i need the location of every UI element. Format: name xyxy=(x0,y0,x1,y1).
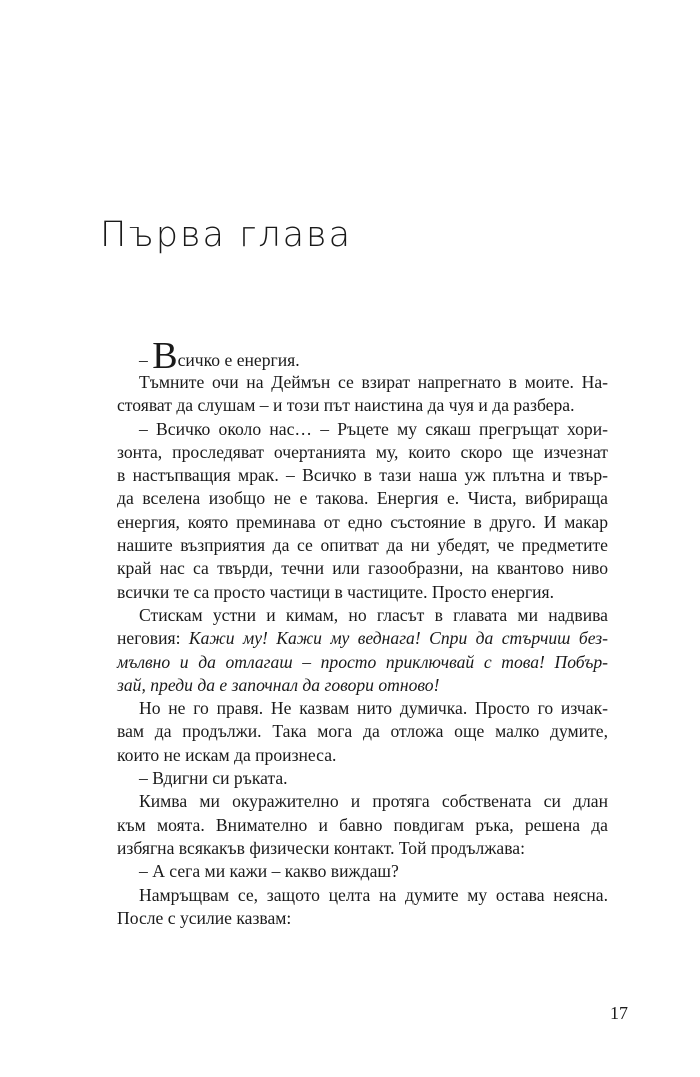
line: Тъмните очи на Деймън се взират напрегнато в моите. На- xyxy=(139,372,608,392)
page-number: 17 xyxy=(610,1003,628,1023)
italic-text: Кажи му! Кажи му веднага! Спри да стърчиш без- xyxy=(188,628,608,649)
line: – Всичко около нас… – Ръцете му сякаш прегръщат хори- xyxy=(139,418,608,439)
line: Стискам устни и кимам, но гласът в главата ми надвива xyxy=(139,604,608,625)
line: – А сега ми кажи – какво виждаш? xyxy=(139,861,399,882)
line: нашите възприятия да се опитват да ни убедят, че предметите xyxy=(117,535,608,556)
line: всички те са просто частици в частиците. Просто енергия. xyxy=(117,581,555,602)
line-text: сичко е енергия. xyxy=(177,350,300,370)
line: енергия, която преминава от едно състояние в друго. И макар xyxy=(117,511,608,532)
dash: – xyxy=(139,350,153,370)
line: да вселена изобщо не е такова. Енергия е. Чиста, вибрираща xyxy=(117,488,608,509)
line: в настъпващия мрак. – Всичко в тази наша уж плътна и твър- xyxy=(117,465,608,486)
line: Но не го правя. Не казвам нито думичка. Просто го изчак- xyxy=(139,698,608,719)
drop-cap: В xyxy=(152,335,178,377)
line: зонта, проследяват очертанията му, които скоро ще изчезнат xyxy=(117,441,608,462)
line: избягна всякакъв физически контакт. Той продължава: xyxy=(117,837,525,858)
chapter-title: Първа глава xyxy=(100,215,353,255)
line: които не искам да произнеса. xyxy=(117,744,337,765)
line: край нас са твърди, течни или газообразни, на квантово ниво xyxy=(117,558,608,579)
line: – Вдигни си ръката. xyxy=(139,768,288,789)
line: вам да продължи. Така мога да отложа още малко думите, xyxy=(117,721,608,742)
line: После с усилие казвам: xyxy=(117,907,292,928)
line xyxy=(117,627,608,650)
body-text xyxy=(117,335,608,930)
line: мълвно и да отлагаш – просто приключвай с това! Побър- xyxy=(117,651,608,672)
line-text: неговия: xyxy=(117,628,181,649)
line: зай, преди да е започнал да говори отново! xyxy=(117,674,440,695)
line: стояват да слушам – и този път наистина да чуя и да разбера. xyxy=(117,395,575,416)
line: Кимва ми окуражително и протяга собствената си длан xyxy=(139,791,608,812)
line: към моята. Внимателно и бавно повдигам ръка, решена да xyxy=(117,814,608,835)
line: Намръщвам се, защото целта на думите му остава неясна. xyxy=(139,884,608,905)
paragraph-1 xyxy=(117,335,608,377)
